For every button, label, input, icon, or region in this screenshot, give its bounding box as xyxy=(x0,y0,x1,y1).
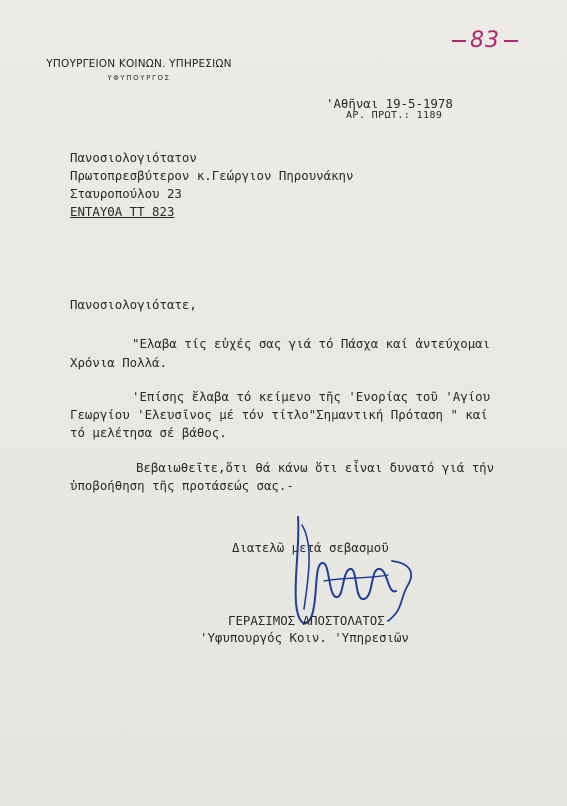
closing-line: Διατελῶ μετά σεβασμοῦ xyxy=(232,540,389,555)
protocol-number: ΑΡ. ΠΡΩΤ.: 1189 xyxy=(346,110,443,121)
letterhead xyxy=(44,58,234,82)
recipient-line: Πανοσιολογιότατον xyxy=(70,150,197,165)
letterhead-ministry: ΥΠΟΥΡΓΕΙΟΝ ΚΟΙΝΩΝ. ΥΠΗΡΕΣΙΩΝ xyxy=(46,58,232,70)
recipient-line: Σταυροπούλου 23 xyxy=(70,186,182,201)
body-line: Χρόνια Πολλά. xyxy=(70,355,167,370)
body-line: Γεωργίου 'Ελευσῖνος μέ τόν τίτλο"Σημαντική Πρόταση " καί xyxy=(70,407,488,422)
body-line: Βεβαιωθεῖτε,ὅτι θά κάνω ὅτι εἶναι δυνατό γιά τήν xyxy=(136,460,495,475)
signatory-title: 'Υφυπουργός Κοιν. 'Υπηρεσιῶν xyxy=(200,630,409,645)
body-line: 'Επίσης ἔλαβα τό κείμενο τῆς 'Ενορίας τοῦ 'Αγίου xyxy=(132,389,491,404)
body-line: "Ελαβα τίς εὐχές σας γιά τό Πάσχα καί ἀντεύχομαι xyxy=(132,336,491,351)
body-line: τό μελέτησα σέ βάθος. xyxy=(70,425,227,440)
date-line: 'Αθῆναι 19-5-1978 xyxy=(326,96,453,111)
letterhead-office: ΥΦΥΠΟΥΡΓΟΣ xyxy=(107,74,171,82)
handwritten-page-number: 83 xyxy=(448,28,522,53)
recipient-line: ΕΝΤΑΥΘΑ ΤΤ 823 xyxy=(70,204,175,219)
recipient-line: Πρωτοπρεσβύτερον κ.Γεώργιον Πηρουνάκην xyxy=(70,168,354,183)
signatory-name: ΓΕΡΑΣΙΜΟΣ ΑΠΟΣΤΟΛΑΤΟΣ xyxy=(228,613,385,628)
body-line: ὑποβοήθηση τῆς προτάσεώς σας.- xyxy=(70,478,294,493)
salutation: Πανοσιολογιότατε, xyxy=(70,297,197,312)
